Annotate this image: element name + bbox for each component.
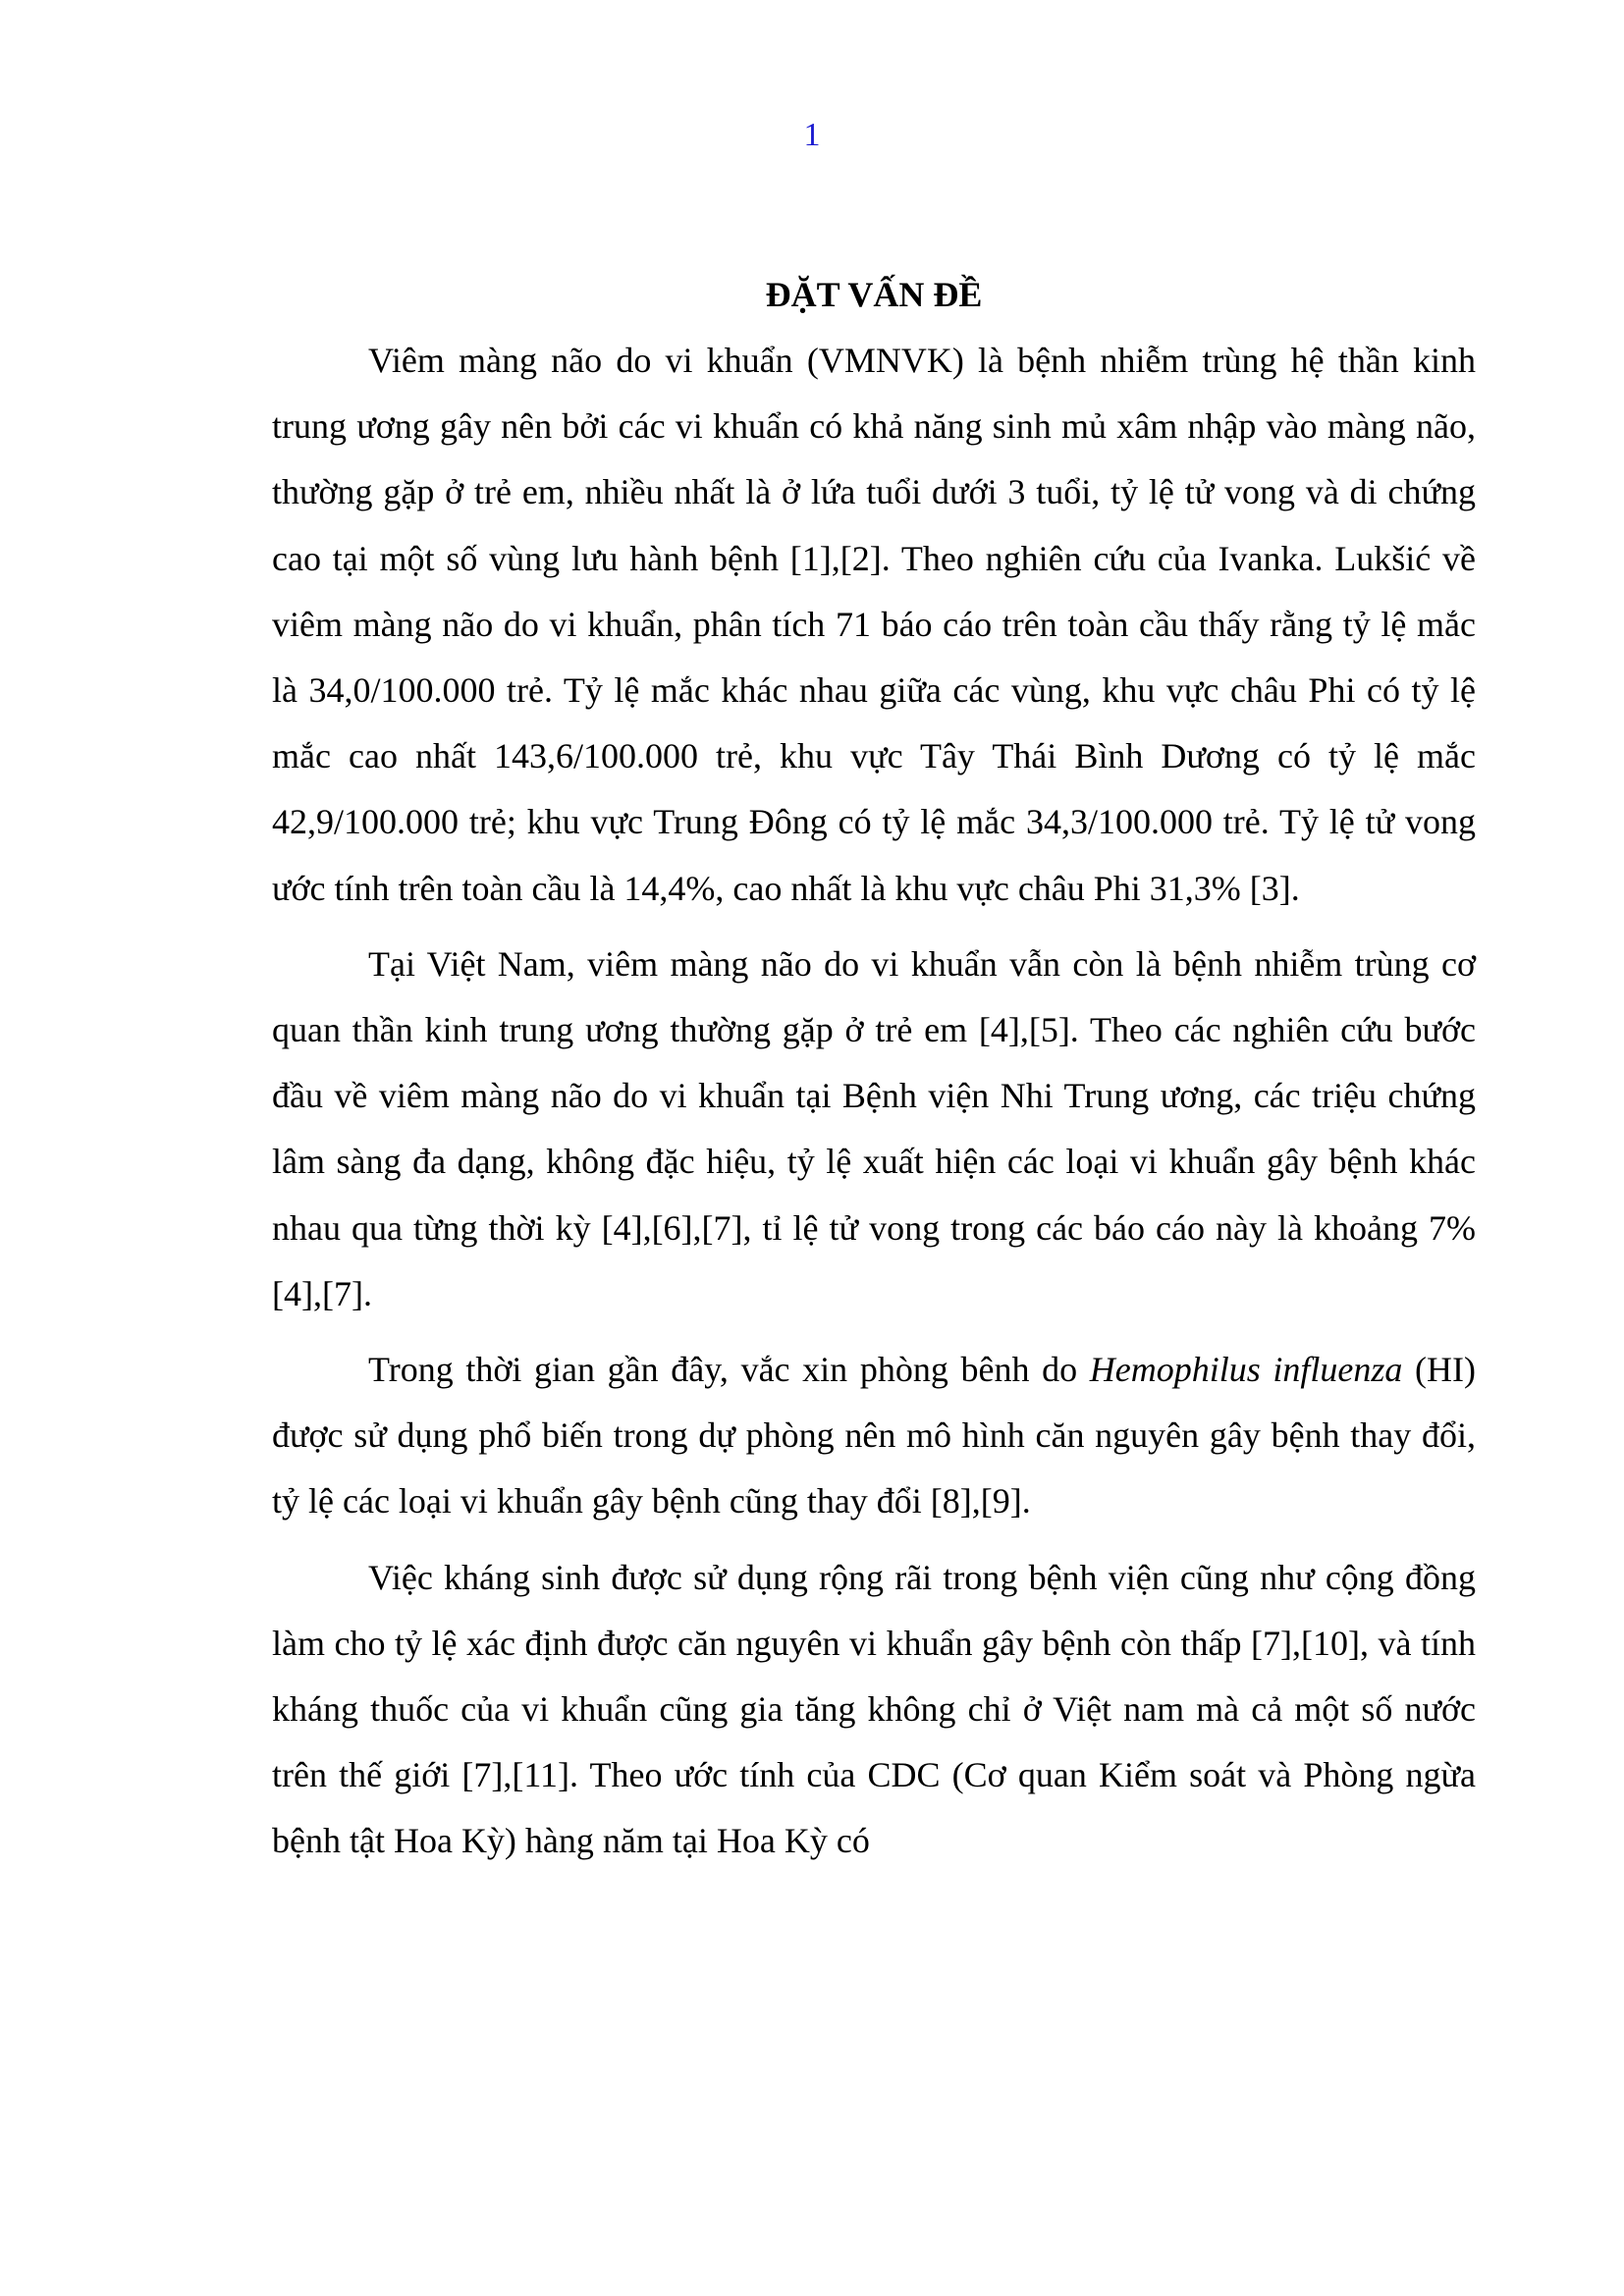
paragraph-3-species-name: Hemophilus influenza <box>1089 1350 1403 1390</box>
paragraph-2: Tại Việt Nam, viêm màng não do vi khuẩn vẫn còn là bệnh nhiễm trùng cơ quan thần kinh trung ương thường gặp ở trẻ em [4],[5]. Theo các nghiên cứu bước đầu về viêm màng não do vi khuẩn tại Bệnh viện Nhi Trung ương, các triệu chứng lâm sàng đa dạng, không đặc hiệu, tỷ lệ xuất hiện các loại vi khuẩn gây bệnh khác nhau qua từng thời kỳ [4],[6],[7], tỉ lệ tử vong trong các báo cáo này là khoảng 7% [4],[7]. <box>272 943 1476 1313</box>
paragraph-3-text-before: Trong thời gian gần đây, vắc xin phòng bênh do <box>368 1350 1090 1390</box>
section-heading: ĐẶT VẤN ĐỀ <box>765 275 983 314</box>
page-number: 1 <box>803 117 821 153</box>
paragraph-1: Viêm màng não do vi khuẩn (VMNVK) là bệnh nhiễm trùng hệ thần kinh trung ương gây nên bởi các vi khuẩn có khả năng sinh mủ xâm nhập vào màng não, thường gặp ở trẻ em, nhiều nhất là ở lứa tuổi dưới 3 tuổi, tỷ lệ tử vong và di chứng cao tại một số vùng lưu hành bệnh [1],[2]. Theo nghiên cứu của Ivanka. Lukšić về viêm màng não do vi khuẩn, phân tích 71 báo cáo trên toàn cầu thấy rằng tỷ lệ mắc là 34,0/100.000 trẻ. Tỷ lệ mắc khác nhau giữa các vùng, khu vực châu Phi có tỷ lệ mắc cao nhất 143,6/100.000 trẻ, khu vực Tây Thái Bình Dương có tỷ lệ mắc 42,9/100.000 trẻ; khu vực Trung Đông có tỷ lệ mắc 34,3/100.000 trẻ. Tỷ lệ tử vong ước tính trên toàn cầu là 14,4%, cao nhất là khu vực châu Phi 31,3% [3]. <box>272 341 1476 908</box>
paragraph-3-text-after: (HI) được sử dụng phổ biến trong dự phòng nên mô hình căn nguyên gây bệnh thay đổi, tỷ lệ các loại vi khuẩn gây bệnh cũng thay đổi [8],[9]. <box>272 1350 1476 1522</box>
paragraph-4: Việc kháng sinh được sử dụng rộng rãi trong bệnh viện cũng như cộng đồng làm cho tỷ lệ xác định được căn nguyên vi khuẩn gây bệnh còn thấp [7],[10], và tính kháng thuốc của vi khuẩn cũng gia tăng không chỉ ở Việt nam mà cả một số nước trên thế giới [7],[11]. Theo ước tính của CDC (Cơ quan Kiểm soát và Phòng ngừa bệnh tật Hoa Kỳ) hàng năm tại Hoa Kỳ có <box>272 1557 1476 1861</box>
document-body <box>272 265 1476 1885</box>
paragraph-3 <box>272 1337 1476 1535</box>
